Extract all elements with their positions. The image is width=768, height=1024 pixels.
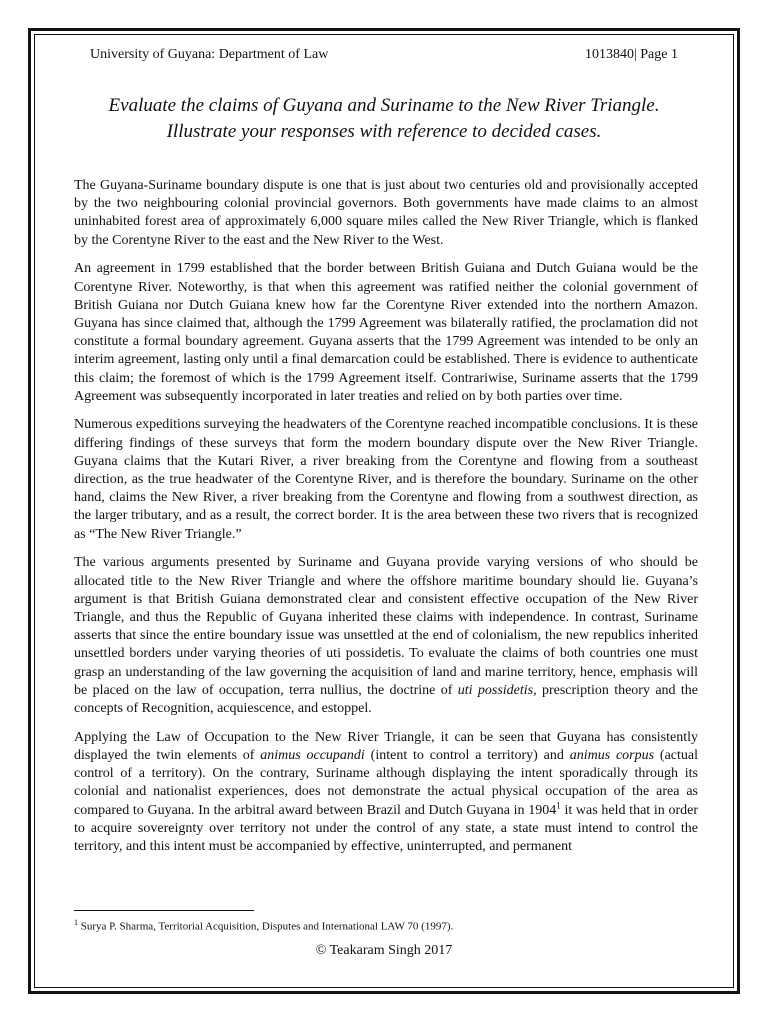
footnote-text: Surya P. Sharma, Territorial Acquisition, Disputes and International LAW 70 (1997).: [78, 920, 454, 933]
paragraph-5: [74, 729, 698, 856]
paragraph-5-text-d: it was held that in order to acquire sovereignty over territory not under the control of any state, a state must intend to control the territory, and this intent must be accompanied by effective, uninterrupted, and permanent: [74, 802, 698, 854]
footnote-separator: [74, 910, 254, 911]
footnote-1: [74, 918, 453, 933]
paragraph-5-italic-1: animus occupandi: [260, 747, 365, 763]
paragraph-4-text-b: prescription theory and the concepts of Recognition, acquiescence, and estoppel.: [74, 682, 698, 716]
paragraph-5-text-a: Applying the Law of Occupation to the New River Triangle, it can be seen that Guyana has consistently displayed the twin elements of: [74, 729, 698, 763]
essay-title: [70, 93, 698, 145]
header-institution: University of Guyana: Department of Law: [90, 47, 329, 62]
paragraph-4: [74, 554, 698, 718]
paragraph-5-text-c: (actual control of a territory). On the contrary, Suriname although displaying the intent sporadically through its colonial and nationalist experiences, does not demonstrate the actual physical occupation of the area as compared to Guyana. In the arbitral award between Brazil and Dutch Guyana in 1904: [74, 747, 698, 818]
footnote-number: 1: [74, 918, 78, 927]
paragraph-2: An agreement in 1799 established that the border between British Guiana and Dutch Guiana would be the Corentyne River. Noteworthy, is that when this agreement was ratified neither the colonial government of British Guiana nor Dutch Guiana knew how far the Corentyne River extended into the northern Amazon. Guyana has since claimed that, although the 1799 Agreement was bilaterally ratified, the proclamation did not constitute a formal boundary agreement. Guyana asserts that the 1799 Agreement was intended to be only an interim agreement, lasting only until a final demarcation could be established. There is evidence to authenticate this claim; the foremost of which is the 1799 Agreement itself. Contrariwise, Suriname asserts that the 1799 Agreement was subsequently incorporated in later treaties and relied on by both parties over time.: [74, 261, 698, 404]
paragraph-1: The Guyana-Suriname boundary dispute is one that is just about two centuries old and provisionally accepted by the two neighbouring colonial provincial governors. Both governments have made claims to an almost uninhabited forest area of approximately 6,000 square miles called the New River Triangle, which is flanked by the Corentyne River to the east and the New River to the West.: [74, 178, 698, 248]
paragraph-4-italic: uti possidetis,: [457, 682, 537, 698]
header-page-number: 1013840| Page 1: [584, 47, 678, 62]
paragraph-5-italic-2: animus corpus: [569, 747, 655, 763]
title-line-1: Evaluate the claims of Guyana and Suriname to the New River Triangle.: [108, 95, 660, 116]
paragraph-5-text-b: (intent to control a territory) and: [364, 747, 570, 763]
paragraph-3: Numerous expeditions surveying the headwaters of the Corentyne reached incompatible conclusions. It is these differing findings of these surveys that form the modern boundary dispute over the New River Triangle. Guyana claims that the Kutari River, a river breaking from the Corentyne and flowing from a southeast direction, as the true headwater of the Corentyne River, and is therefore the boundary. Suriname on the other hand, claims the New River, a river breaking from the Corentyne and flowing from a southwest direction, as the larger tributary, and as a result, the correct border. It is the area between these two rivers that is recognized as “The New River Triangle.”: [74, 417, 698, 542]
copyright-footer: © Teakaram Singh 2017: [315, 943, 453, 958]
footnote-reference-1: 1: [556, 799, 561, 810]
essay-body: [74, 177, 698, 867]
paragraph-4-text-a: The various arguments presented by Suriname and Guyana provide varying versions of who should be allocated title to the New River Triangle and where the offshore maritime boundary should lie. Guyana’s argument is that British Guiana demonstrated clear and consistent effective occupation of the New River Triangle, and thus the Republic of Guyana inherited these claims with independence. In contrast, Suriname asserts that since the entire boundary issue was unsettled at the end of colonialism, the new republics inherited unsettled borders under varying theories of uti possidetis. To evaluate the claims of both countries one must grasp an understanding of the law governing the acquisition of land and marine territory, hence, emphasis will be placed on the law of occupation, terra nullius, the doctrine of: [74, 555, 698, 698]
page-header: [90, 47, 678, 65]
title-line-2: Illustrate your responses with reference to decided cases.: [166, 121, 602, 142]
